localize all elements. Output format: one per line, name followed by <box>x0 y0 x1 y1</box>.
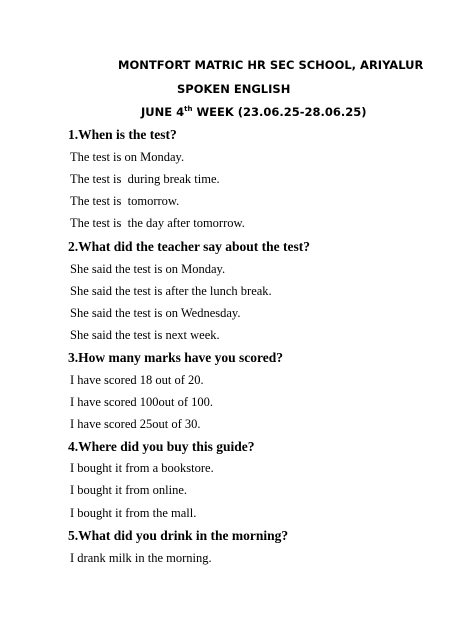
question-5: 5.What did you drink in the morning? <box>68 528 289 543</box>
answer-5-1: I drank milk in the morning. <box>70 551 212 565</box>
answer-4-1: I bought it from a bookstore. <box>70 461 214 475</box>
answer-2-1: She said the test is on Monday. <box>70 262 226 276</box>
answer-1-1: The test is on Monday. <box>70 150 185 164</box>
week-dates: WEEK (23.06.25-28.06.25) <box>192 105 367 119</box>
answer-1-3: The test is tomorrow. <box>70 194 180 208</box>
question-2: 2.What did the teacher say about the test? <box>68 239 310 254</box>
answer-2-3: She said the test is on Wednesday. <box>70 306 241 320</box>
week-superscript: th <box>184 105 193 113</box>
answer-3-1: I have scored 18 out of 20. <box>70 373 204 387</box>
answer-1-2: The test is during break time. <box>70 172 220 186</box>
week-prefix: JUNE 4 <box>141 105 185 119</box>
answer-2-2: She said the test is after the lunch break. <box>70 284 272 298</box>
answer-3-3: I have scored 25out of 30. <box>70 417 201 431</box>
subject-title: SPOKEN ENGLISH <box>177 82 291 96</box>
week-line <box>141 105 367 119</box>
question-3: 3.How many marks have you scored? <box>68 350 284 365</box>
question-1: 1.When is the test? <box>68 127 177 142</box>
school-name: MONTFORT MATRIC HR SEC SCHOOL, ARIYALUR <box>118 58 424 72</box>
answer-4-3: I bought it from the mall. <box>70 506 197 520</box>
question-4: 4.Where did you buy this guide? <box>68 439 255 454</box>
answer-3-2: I have scored 100out of 100. <box>70 395 214 409</box>
answer-2-4: She said the test is next week. <box>70 328 220 342</box>
answer-4-2: I bought it from online. <box>70 483 187 497</box>
answer-1-4: The test is the day after tomorrow. <box>70 216 245 230</box>
